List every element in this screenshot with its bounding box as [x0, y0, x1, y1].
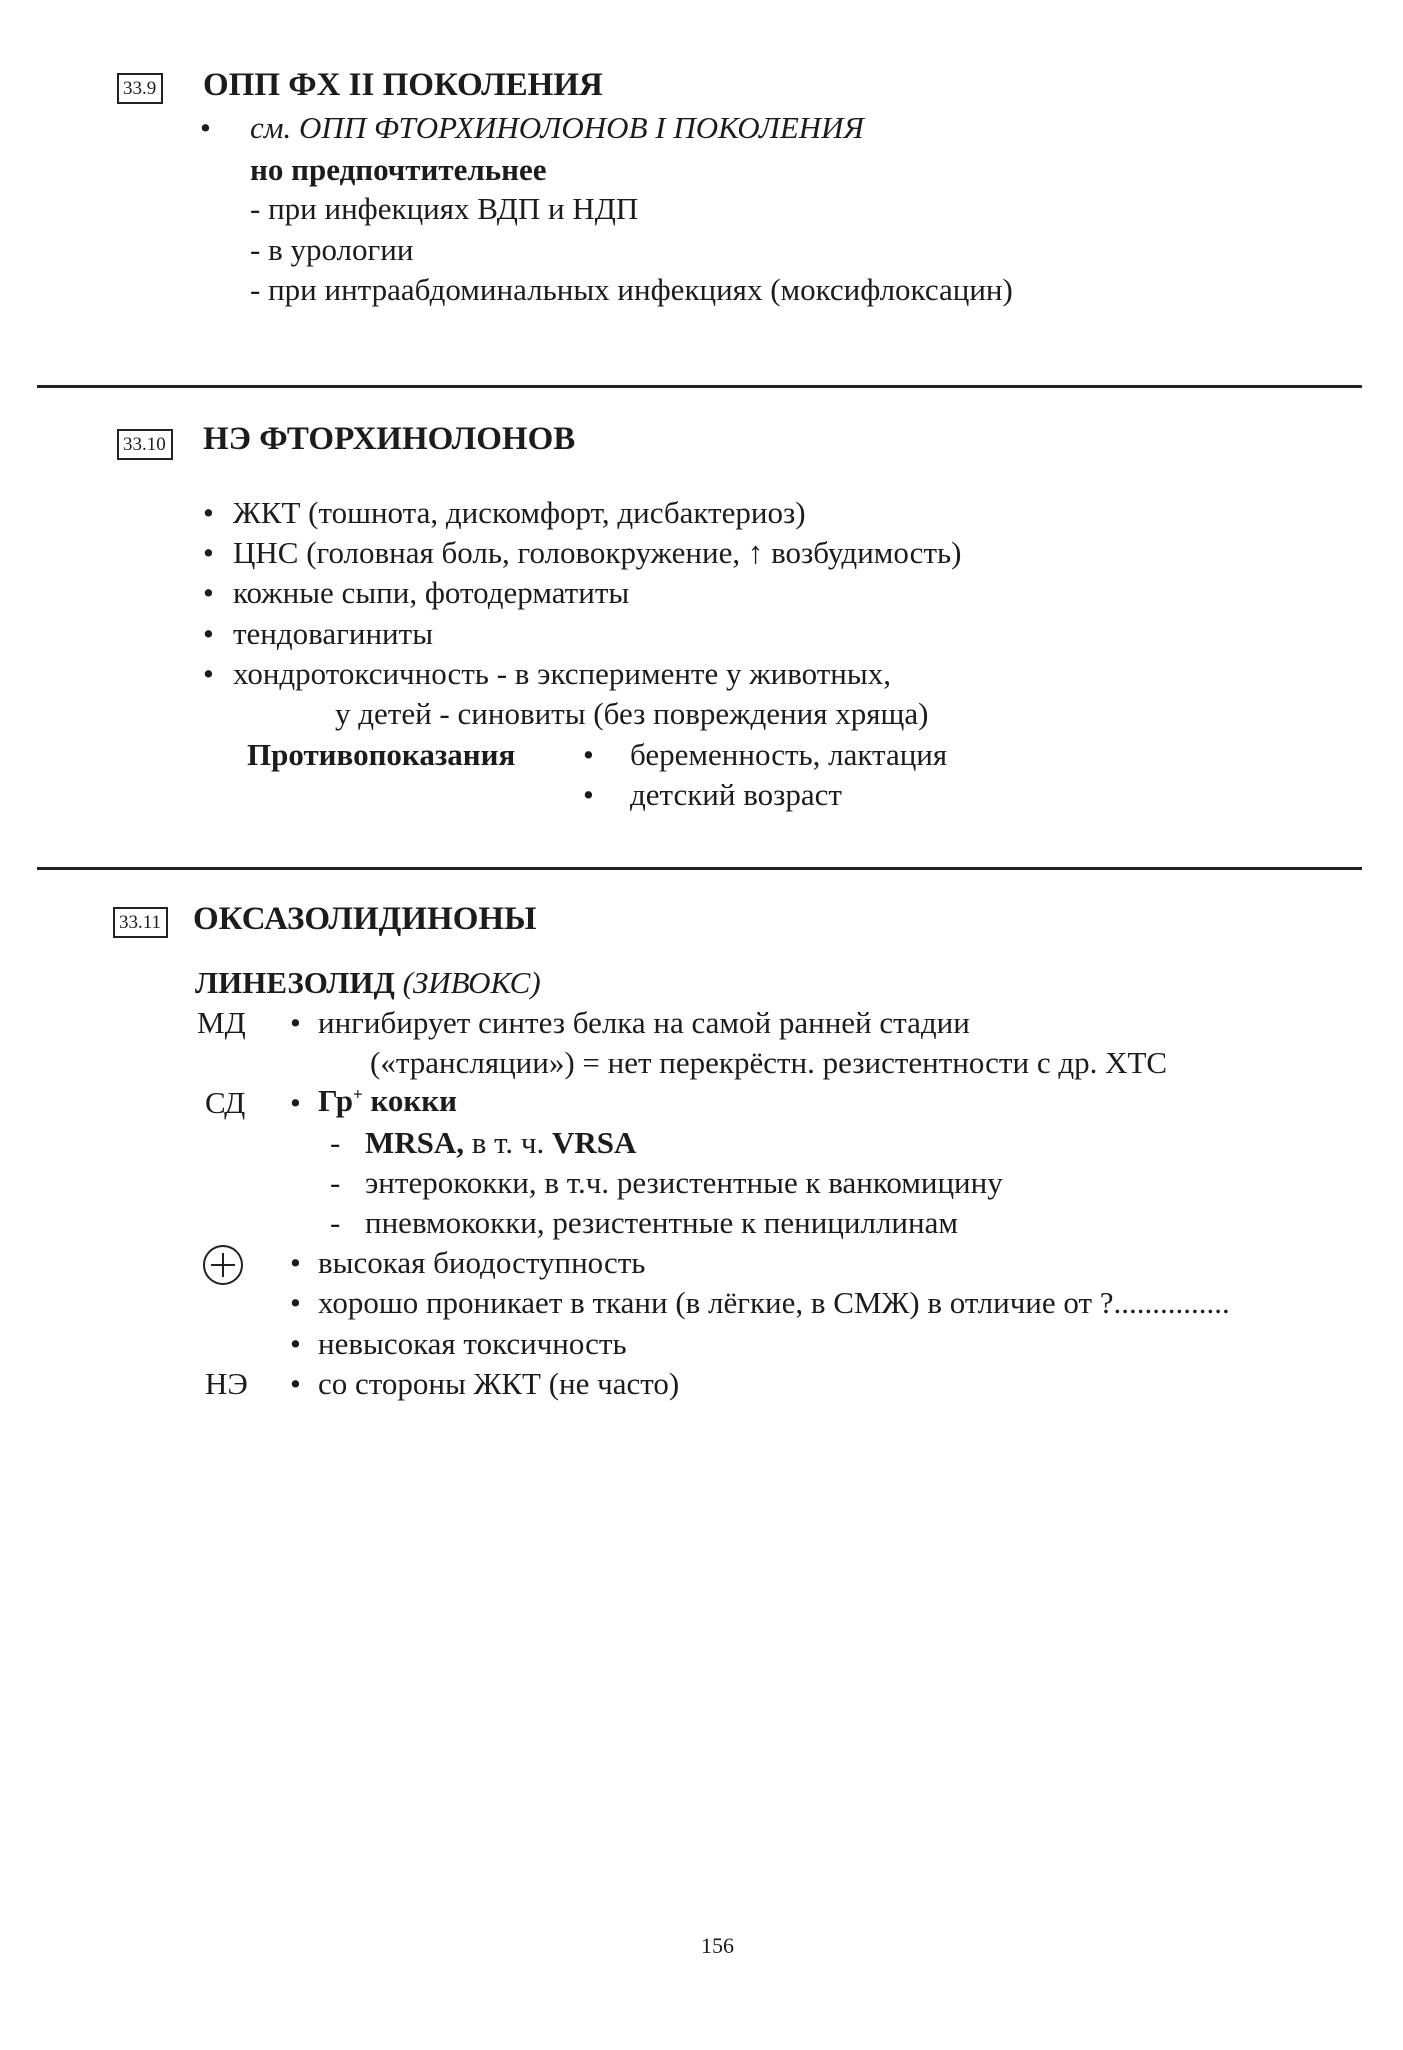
gram-text: Гр [318, 1083, 354, 1118]
drug-heading [195, 965, 541, 1001]
contraindications-label: Противопоказания [247, 737, 516, 772]
list-item-continuation: у детей - синовиты (без повреждения хряща) [335, 696, 929, 731]
bullet: • [290, 1285, 301, 1320]
section-title-33-9: ОПП ФХ II ПОКОЛЕНИЯ [203, 67, 603, 103]
spectrum-heading [318, 1083, 457, 1119]
list-item: - при интраабдоминальных инфекциях (моксифлоксацин) [250, 272, 1013, 307]
advantage-item: хорошо проникает в ткани (в лёгкие, в СМЖ) в отличие от ?............... [318, 1285, 1230, 1320]
reference-text: см. ОПП ФТОРХИНОЛОНОВ I ПОКОЛЕНИЯ [250, 110, 864, 145]
list-item: хондротоксичность - в эксперименте у животных, [233, 656, 891, 691]
spectrum-item: пневмококки, резистентные к пенициллинам [365, 1205, 958, 1240]
preference-heading: но предпочтительнее [250, 152, 547, 187]
plus-circle-icon [203, 1245, 243, 1285]
mechanism-continuation: («трансляции») = нет перекрёстн. резистентности с др. ХТС [370, 1045, 1168, 1080]
bullet: • [290, 1085, 301, 1120]
section-title-33-10: НЭ ФТОРХИНОЛОНОВ [203, 421, 576, 457]
bullet: • [583, 777, 594, 812]
bullet: • [290, 1245, 301, 1280]
section-number-33-9: 33.9 [117, 73, 163, 104]
side-effects-text: со стороны ЖКТ (не часто) [318, 1366, 680, 1401]
spectrum-item-mrsa [365, 1125, 636, 1161]
section-divider [37, 385, 1362, 388]
bullet: • [203, 656, 214, 691]
mechanism-text: ингибирует синтез белка на самой ранней стадии [318, 1005, 970, 1040]
section-number-33-10: 33.10 [117, 429, 173, 460]
list-item: ЖКТ (тошнота, дискомфорт, дисбактериоз) [233, 495, 806, 530]
mrsa-text: MRSA, [365, 1125, 465, 1160]
contraindication-item: детский возраст [630, 777, 842, 812]
bullet: • [290, 1326, 301, 1361]
drug-brand: (ЗИВОКС) [402, 965, 541, 1000]
list-item: - в урологии [250, 232, 414, 267]
bullet: • [200, 110, 211, 145]
including-text: в т. ч. [464, 1125, 552, 1160]
bullet: • [203, 495, 214, 530]
spectrum-label: СД [205, 1085, 246, 1120]
bullet: • [290, 1005, 301, 1040]
dash: - [330, 1125, 341, 1160]
page-number: 156 [701, 1933, 734, 1958]
cocci-text: кокки [362, 1083, 457, 1118]
contraindication-item: беременность, лактация [630, 737, 948, 772]
mechanism-label: МД [197, 1005, 246, 1040]
list-item: кожные сыпи, фотодерматиты [233, 575, 630, 610]
list-item: ЦНС (головная боль, головокружение, ↑ возбудимость) [233, 535, 962, 570]
drug-name: ЛИНЕЗОЛИД [195, 965, 395, 1000]
section-divider [37, 867, 1362, 870]
dash: - [330, 1205, 341, 1240]
advantage-item: невысокая токсичность [318, 1326, 627, 1361]
list-item: тендовагиниты [233, 616, 434, 651]
bullet: • [203, 575, 214, 610]
bullet: • [203, 535, 214, 570]
bullet: • [583, 737, 594, 772]
advantage-item: высокая биодоступность [318, 1245, 646, 1280]
side-effects-label: НЭ [205, 1366, 248, 1401]
spectrum-item: энтерококки, в т.ч. резистентные к ванкомицину [365, 1165, 1003, 1200]
vrsa-text: VRSA [551, 1125, 637, 1160]
bullet: • [203, 616, 214, 651]
section-number-33-11: 33.11 [113, 907, 168, 938]
gram-sign: + [353, 1084, 363, 1104]
bullet: • [290, 1366, 301, 1401]
dash: - [330, 1165, 341, 1200]
section-title-33-11: ОКСАЗОЛИДИНОНЫ [193, 901, 537, 937]
list-item: - при инфекциях ВДП и НДП [250, 191, 639, 226]
